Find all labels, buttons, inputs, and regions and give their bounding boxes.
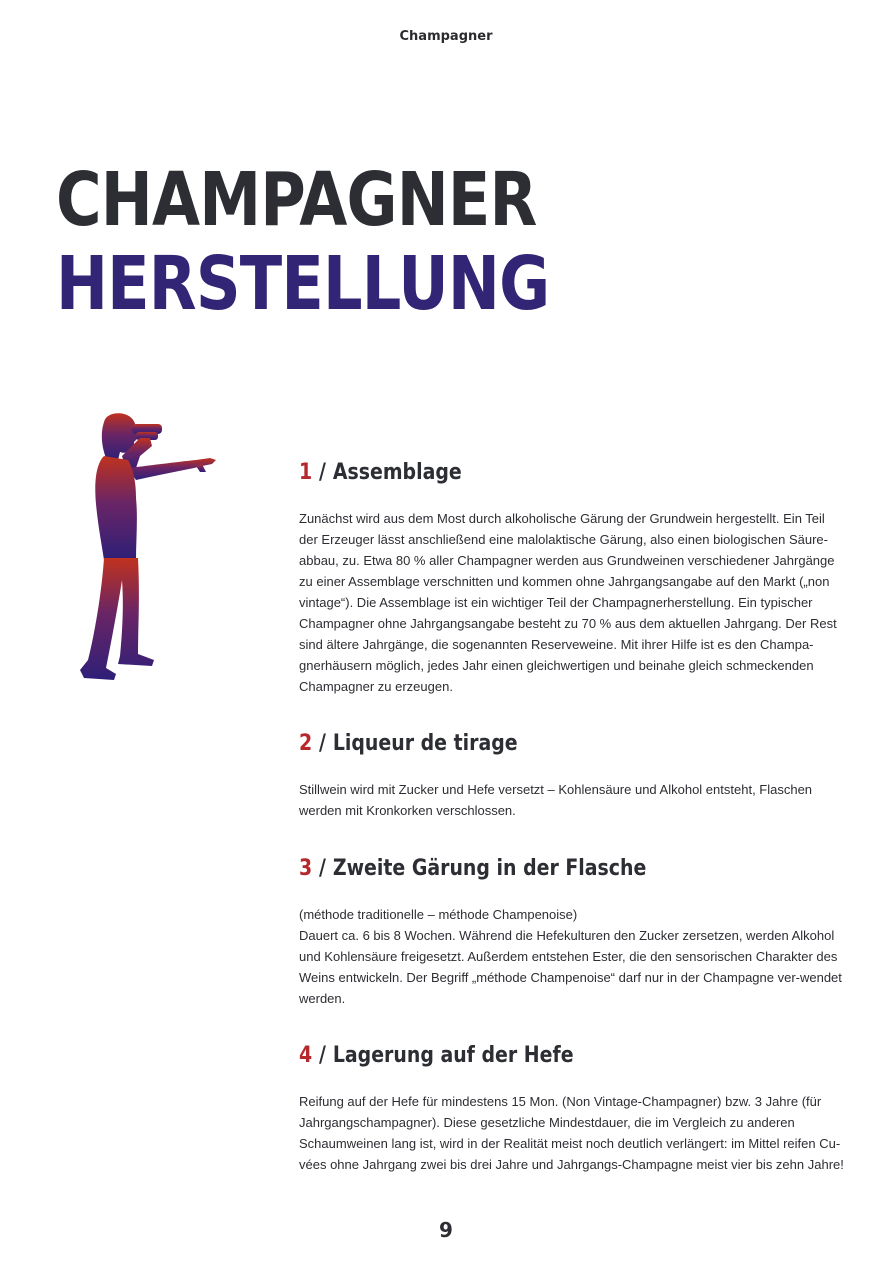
title-line-2: HERSTELLUNG [56, 241, 550, 327]
page-number: 9 [439, 1218, 453, 1242]
page-title [56, 158, 643, 326]
section-lagerung-auf-der-hefe [299, 1043, 847, 1175]
section-liqueur-de-tirage [299, 731, 847, 821]
section-paragraph: Stillwein wird mit Zucker und Hefe versetzt – Kohlensäure und Alkohol entsteht, Flaschen werden mit Kronkorken verschlossen. [299, 782, 813, 818]
section-number: 3 [299, 856, 313, 881]
section-zweite-gaerung [299, 856, 847, 1009]
section-number: 2 [299, 731, 313, 756]
man-with-binoculars-pointing-icon [66, 408, 226, 688]
section-title: Liqueur de tirage [332, 731, 518, 756]
section-number: 4 [299, 1043, 313, 1068]
section-body [299, 1091, 847, 1175]
section-paragraph: Reifung auf der Hefe für mindestens 15 Mon. (Non Vintage-Champagner) bzw. 3 Jahre (für Jahrgangschampagner). Diese gesetzliche Mindestdauer, die im Vergleich zu anderen Schaumweinen lang ist, wird in der Realität meist noch deutlich verlängert: im Mittel reifen Cu-vées ohne Jahrgang zwei bis drei Jahre und Jahrgangs-Champagne meist vier bis zehn Jahre! [299, 1094, 844, 1172]
title-line-1: CHAMPAGNER [56, 157, 537, 243]
sections-column [299, 460, 847, 1175]
section-heading [299, 460, 847, 488]
section-slash: / [319, 460, 326, 485]
section-slash: / [319, 1043, 326, 1068]
section-paragraph: Dauert ca. 6 bis 8 Wochen. Während die Hefekulturen den Zucker zersetzen, werden Alkohol und Kohlensäure freigesetzt. Außerdem entstehen Ester, die den sensorischen Charakter des Weins entwickeln. Der Begriff „méthode Champenoise“ darf nur in der Champagne ver-wendet werden. [299, 928, 842, 1006]
section-assemblage [299, 460, 847, 697]
section-heading [299, 1043, 847, 1071]
section-body [299, 904, 847, 1009]
section-heading [299, 731, 847, 759]
section-number: 1 [299, 460, 313, 485]
section-body [299, 508, 847, 697]
section-heading [299, 856, 847, 884]
section-body [299, 779, 847, 821]
section-subtitle: (méthode traditionelle – méthode Champenoise) [299, 907, 578, 922]
section-slash: / [319, 731, 326, 756]
running-header: Champagner [399, 29, 493, 44]
section-title: Zweite Gärung in der Flasche [332, 856, 647, 881]
section-title: Lagerung auf der Hefe [332, 1043, 574, 1068]
section-title: Assemblage [332, 460, 462, 485]
section-slash: / [319, 856, 326, 881]
section-paragraph: Zunächst wird aus dem Most durch alkoholische Gärung der Grundwein hergestellt. Ein Teil der Erzeuger lässt anschließend eine malolaktische Gärung, also einen biologischen Säure-abbau, zu. Etwa 80 % aller Champagner werden aus Grundweinen verschiedener Jahrgänge zu einer Assemblage verschnitten und kommen ohne Jahrgangsangabe auf den Markt („non vintage“). Die Assemblage ist ein wichtiger Teil der Champagnerherstellung. Ein typischer Champagner ohne Jahrgangsangabe besteht zu 70 % aus dem aktuellen Jahrgang. Der Rest sind ältere Jahrgänge, die sogenannten Reserveweine. Mit ihrer Hilfe ist es den Champa-gnerhäusern möglich, jedes Jahr einen gleichwertigen und beinahe gleich schmeckenden Champagner zu erzeugen. [299, 511, 837, 694]
